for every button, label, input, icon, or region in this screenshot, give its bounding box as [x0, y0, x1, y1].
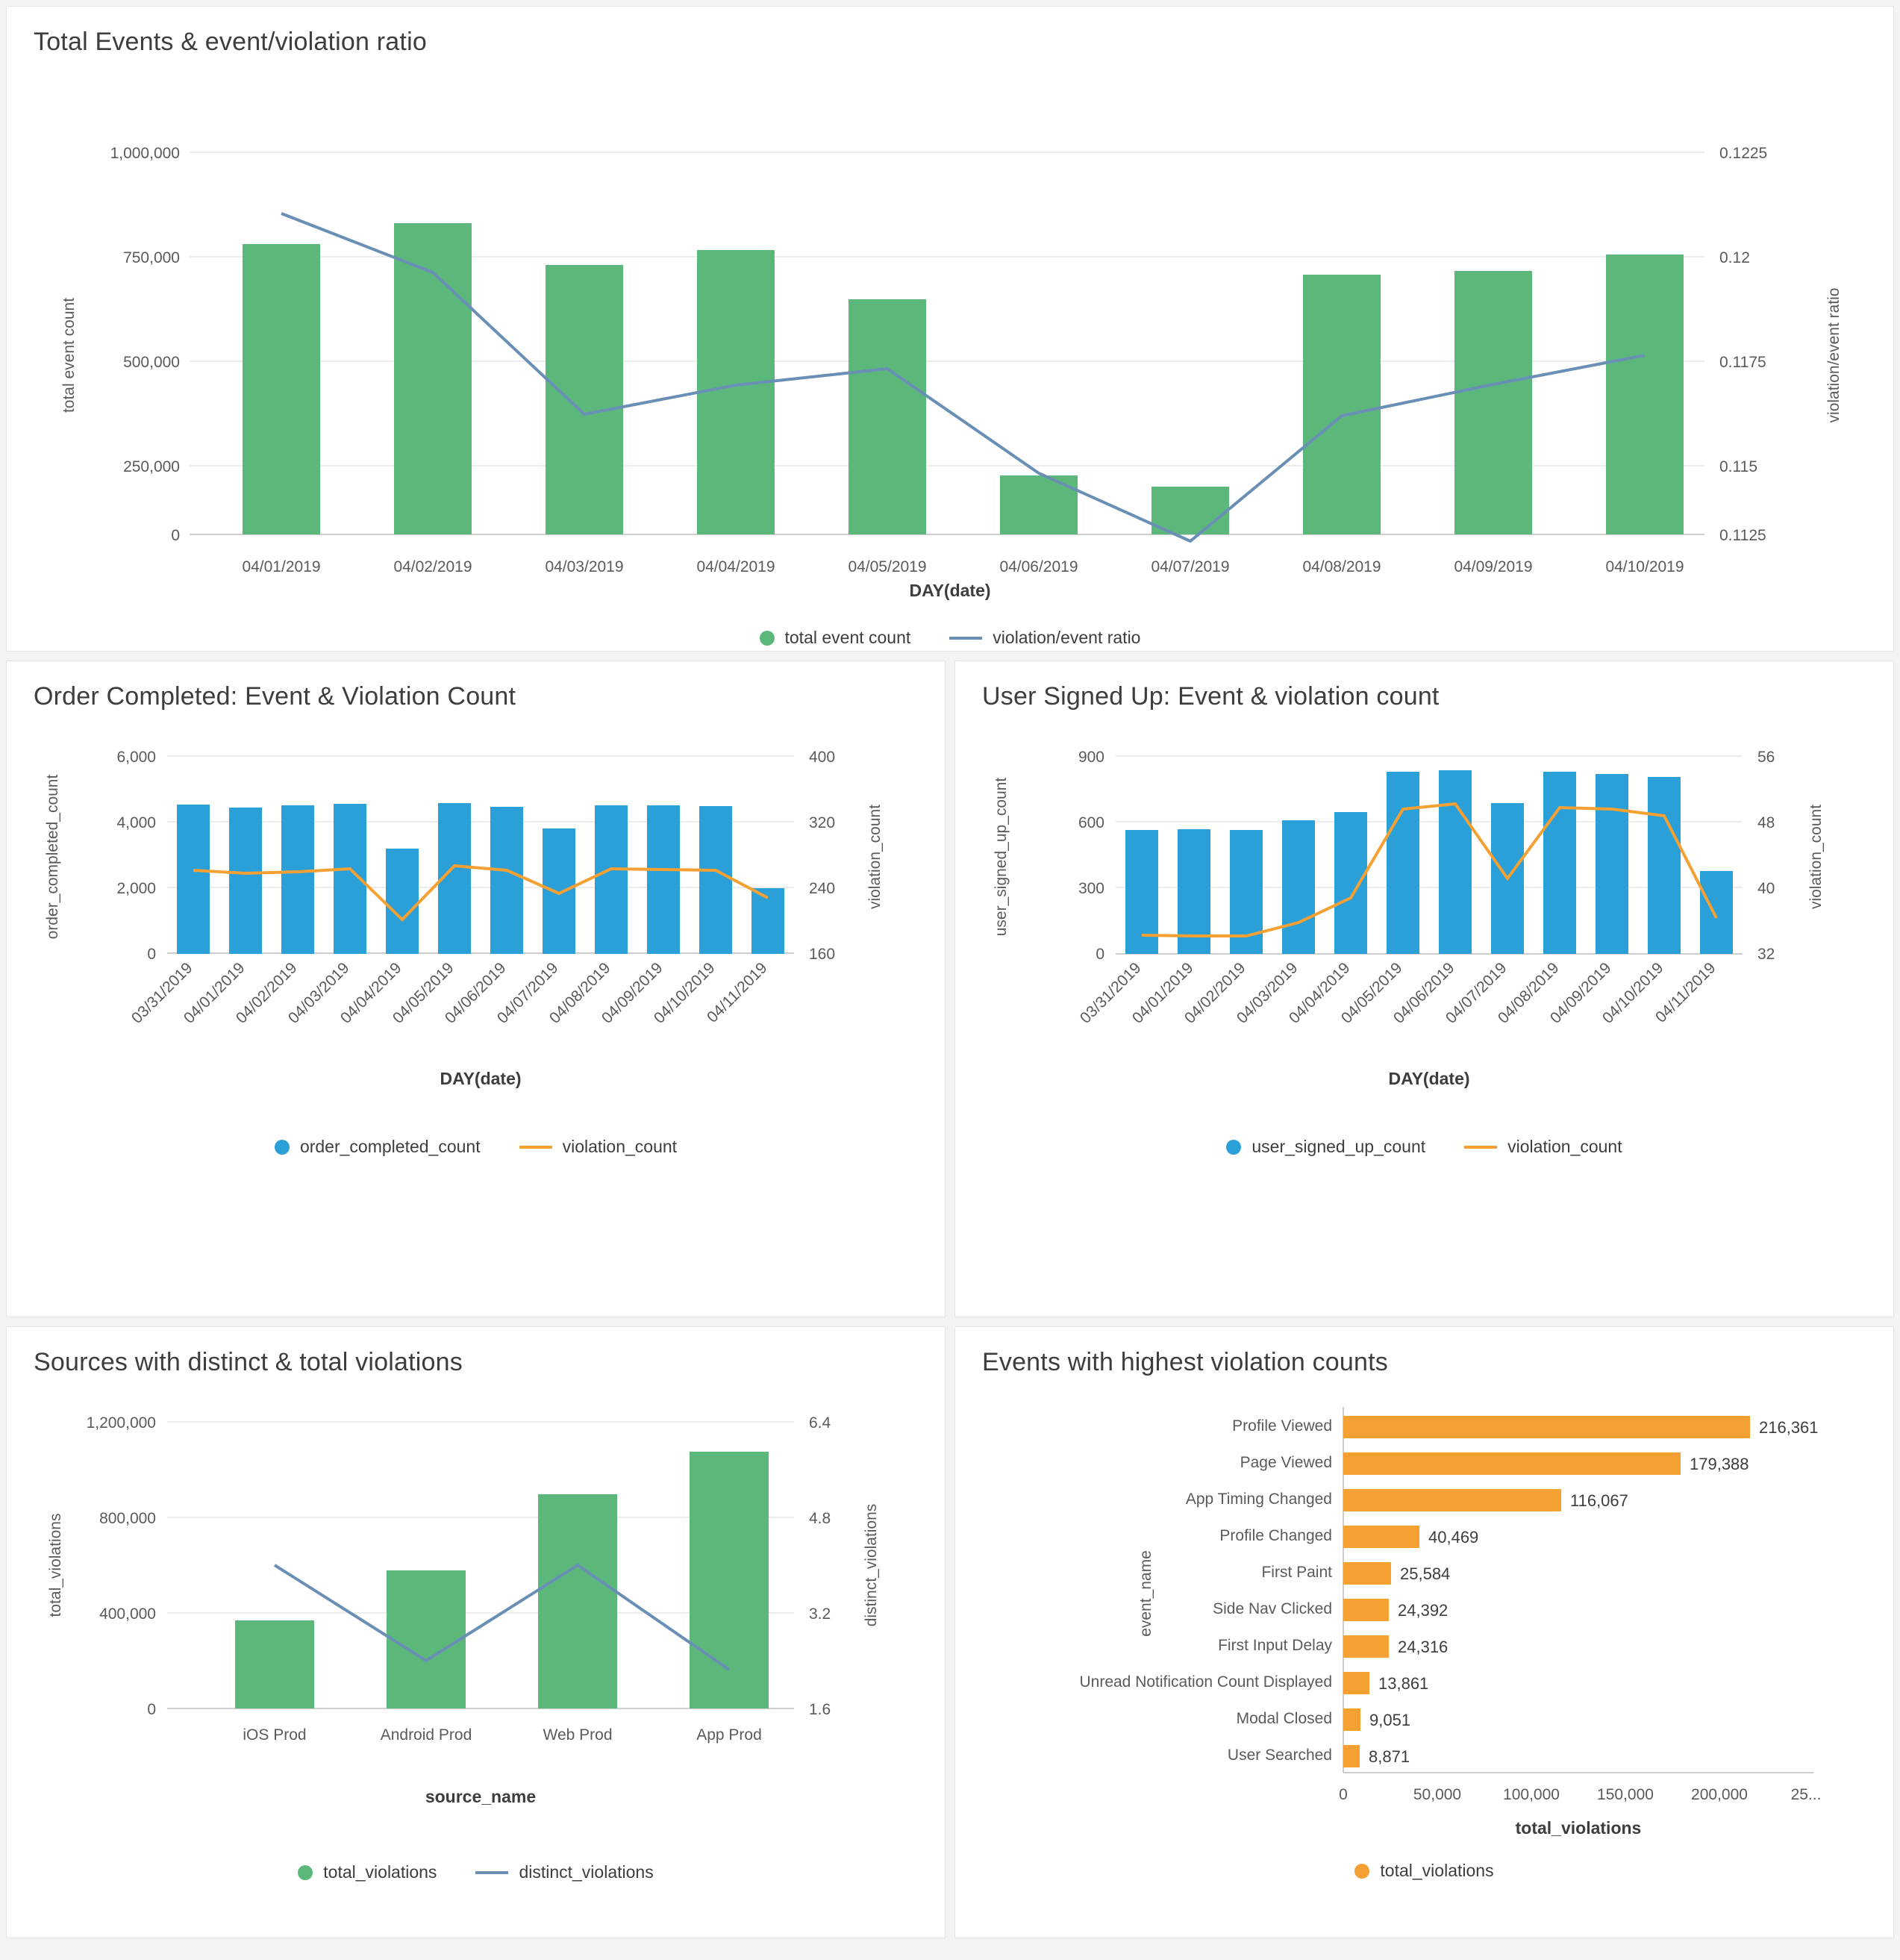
panel-user-signed-up — [954, 661, 1894, 1317]
legend-dot-icon — [760, 631, 775, 646]
x-tick: 200,000 — [1691, 1786, 1748, 1803]
row-middle — [6, 661, 1894, 1317]
panel-title-user-signed-up: User Signed Up: Event & violation count — [982, 682, 1440, 711]
x-axis-title: DAY(date) — [1388, 1069, 1470, 1088]
bar-series-order-completed — [177, 803, 784, 954]
x-tick: App Prod — [696, 1726, 762, 1744]
y-tick: 1,000,000 — [110, 145, 180, 162]
x-tick: 04/04/2019 — [696, 558, 775, 575]
legend-label: violation_count — [1507, 1137, 1622, 1156]
y-tick: First Input Delay — [1218, 1637, 1332, 1654]
y2-tick: 240 — [809, 880, 836, 897]
bar-value-label: 24,392 — [1398, 1601, 1449, 1620]
x-tick: iOS Prod — [243, 1726, 307, 1744]
chart-highest-violations — [955, 1377, 1893, 1881]
y2-tick: 6.4 — [809, 1414, 831, 1432]
y-axis-title: total_violations — [47, 1513, 64, 1617]
x-tick: 04/07/2019 — [1151, 558, 1230, 575]
y-tick: 1,200,000 — [86, 1414, 156, 1432]
y-tick: Modal Closed — [1236, 1710, 1332, 1727]
y2-tick: 320 — [809, 814, 836, 831]
y2-tick: 0.12 — [1719, 249, 1750, 266]
y-tick: Profile Viewed — [1232, 1417, 1332, 1435]
y2-axis-title: violation_count — [1807, 804, 1825, 910]
chart-user-signed-up — [955, 711, 1893, 1157]
x-tick: 04/01/2019 — [242, 558, 321, 575]
x-tick: 03/31/2019 — [128, 959, 196, 1027]
legend-item-total-event-count[interactable] — [760, 628, 911, 648]
bar-value-label: 216,361 — [1759, 1418, 1819, 1437]
y-tick: User Searched — [1227, 1747, 1332, 1764]
x-axis-title: source_name — [425, 1787, 537, 1806]
y-tick: 600 — [1078, 814, 1104, 831]
bar-value-label: 25,584 — [1400, 1564, 1451, 1583]
line-series-violation-ratio — [281, 213, 1645, 541]
x-tick: Android Prod — [380, 1726, 472, 1744]
x-tick: 04/02/2019 — [232, 959, 301, 1027]
x-tick: 04/05/2019 — [1337, 959, 1406, 1027]
y-tick: 750,000 — [123, 249, 180, 266]
y-tick: 800,000 — [99, 1510, 156, 1527]
panel-title-sources: Sources with distinct & total violations — [34, 1348, 463, 1376]
x-tick: 04/03/2019 — [284, 959, 353, 1027]
legend-line-icon — [1464, 1146, 1497, 1149]
legend-dot-icon — [1226, 1140, 1241, 1155]
y-tick: 900 — [1078, 749, 1104, 766]
legend-item-user-signed-up-count[interactable] — [1226, 1137, 1425, 1157]
legend-label: total_violations — [1380, 1861, 1494, 1880]
x-tick: 04/08/2019 — [1494, 959, 1563, 1027]
x-tick: 04/02/2019 — [393, 558, 472, 575]
legend-label: user_signed_up_count — [1251, 1137, 1426, 1156]
chart-order-completed — [7, 711, 945, 1157]
bar-value-label: 24,316 — [1398, 1638, 1449, 1656]
x-tick: 04/06/2019 — [441, 959, 510, 1027]
x-tick: 04/09/2019 — [598, 959, 666, 1027]
y-tick: 0 — [147, 946, 156, 963]
legend-item-order-completed-count[interactable] — [275, 1137, 481, 1157]
y2-tick: 4.8 — [809, 1510, 831, 1527]
y-tick: Side Nav Clicked — [1213, 1600, 1332, 1617]
y-axis-title: user_signed_up_count — [993, 777, 1010, 937]
legend-label: violation/event ratio — [993, 628, 1141, 647]
legend-line-icon — [475, 1871, 508, 1874]
legend-label: total event count — [784, 628, 911, 647]
x-tick: 04/06/2019 — [999, 558, 1078, 575]
y-tick: 2,000 — [116, 880, 156, 897]
bar-value-label: 179,388 — [1690, 1455, 1749, 1473]
x-tick: 04/05/2019 — [389, 959, 457, 1027]
y2-tick: 40 — [1757, 880, 1775, 897]
y2-tick: 400 — [809, 749, 836, 766]
legend-label: violation_count — [562, 1137, 678, 1156]
x-tick: 04/01/2019 — [1128, 959, 1197, 1027]
y-tick: 4,000 — [116, 814, 156, 831]
x-tick: Web Prod — [543, 1726, 613, 1744]
y2-tick: 3.2 — [809, 1605, 831, 1623]
y2-tick: 0.1125 — [1719, 527, 1766, 544]
y-tick: 0 — [147, 1701, 156, 1718]
y2-tick: 1.6 — [809, 1701, 831, 1718]
x-tick: 04/11/2019 — [704, 959, 771, 1026]
legend-dot-icon — [298, 1865, 313, 1880]
y-tick: 300 — [1078, 880, 1104, 897]
legend-item-violation-count[interactable] — [519, 1137, 677, 1157]
legend-label: order_completed_count — [299, 1137, 481, 1156]
x-tick: 04/10/2019 — [1605, 558, 1684, 575]
x-tick: 04/03/2019 — [1233, 959, 1301, 1027]
panel-sources — [6, 1326, 946, 1938]
legend-item-violation-count[interactable] — [1464, 1137, 1622, 1157]
bar-value-label: 116,067 — [1570, 1491, 1628, 1510]
legend-item-total-violations[interactable] — [298, 1862, 437, 1882]
x-tick: 04/01/2019 — [180, 959, 249, 1027]
x-tick: 04/10/2019 — [1599, 959, 1667, 1027]
x-tick: 50,000 — [1413, 1786, 1462, 1803]
panel-highest-violations — [954, 1326, 1894, 1938]
legend-label: distinct_violations — [519, 1862, 654, 1882]
bar-value-label: 8,871 — [1369, 1747, 1410, 1766]
x-tick: 04/11/2019 — [1652, 959, 1719, 1026]
y-tick: 6,000 — [116, 749, 156, 766]
x-tick: 04/05/2019 — [848, 558, 927, 575]
x-tick: 0 — [1339, 1786, 1348, 1803]
x-tick: 04/03/2019 — [545, 558, 624, 575]
y2-tick: 0.1225 — [1719, 145, 1768, 162]
x-axis-title: total_violations — [1515, 1818, 1642, 1838]
y2-tick: 0.1175 — [1719, 354, 1766, 371]
y2-tick: 56 — [1757, 749, 1775, 766]
x-tick: 04/04/2019 — [337, 959, 405, 1027]
y-tick: 0 — [1096, 946, 1104, 963]
y-tick: Unread Notification Count Displayed — [1079, 1673, 1332, 1691]
x-tick: 25... — [1790, 1786, 1822, 1803]
x-tick: 03/31/2019 — [1076, 959, 1145, 1027]
chart-total-events — [7, 57, 1893, 648]
panel-title-order-completed: Order Completed: Event & Violation Count — [34, 682, 516, 711]
line-series-violation-count-order — [193, 866, 768, 920]
panel-title-total-events: Total Events & event/violation ratio — [34, 28, 427, 56]
chart-sources — [7, 1377, 945, 1882]
panel-title-highest-violations: Events with highest violation counts — [982, 1348, 1388, 1376]
y-tick: 0 — [171, 527, 180, 544]
bar-series-total-event-count — [243, 223, 1684, 534]
legend-user-signed-up — [955, 1137, 1893, 1157]
legend-dot-icon — [1354, 1864, 1369, 1879]
y2-axis-title: violation_count — [866, 804, 884, 910]
x-tick: 04/02/2019 — [1181, 959, 1249, 1027]
y2-axis-title: violation/event ratio — [1825, 287, 1843, 423]
legend-line-icon — [519, 1146, 552, 1149]
legend-item-total-violations[interactable] — [1354, 1861, 1493, 1881]
legend-sources — [7, 1862, 945, 1882]
bar-series-user-signed-up — [1125, 770, 1733, 954]
y-tick: First Paint — [1261, 1564, 1332, 1581]
bar-value-label: 40,469 — [1428, 1528, 1479, 1547]
x-tick: 04/09/2019 — [1546, 959, 1615, 1027]
y-tick: App Timing Changed — [1185, 1491, 1332, 1508]
y-tick: Profile Changed — [1219, 1527, 1332, 1544]
y2-tick: 32 — [1757, 946, 1775, 963]
legend-label: total_violations — [323, 1862, 437, 1882]
bar-series-total-violations — [235, 1452, 769, 1708]
y2-axis-title: distinct_violations — [863, 1503, 880, 1627]
legend-line-icon — [949, 637, 982, 640]
x-tick: 04/08/2019 — [1302, 558, 1381, 575]
x-tick: 04/06/2019 — [1390, 959, 1458, 1027]
bar-value-label: 13,861 — [1378, 1674, 1429, 1693]
row-bottom — [6, 1326, 1894, 1938]
x-tick: 150,000 — [1597, 1786, 1654, 1803]
x-tick: 04/07/2019 — [1442, 959, 1510, 1027]
x-tick: 04/04/2019 — [1285, 959, 1354, 1027]
y-tick: 400,000 — [99, 1605, 156, 1623]
x-axis-title-total-events: DAY(date) — [909, 581, 991, 600]
legend-dot-icon — [275, 1140, 290, 1155]
legend-order-completed — [7, 1137, 945, 1157]
y2-tick: 0.115 — [1719, 458, 1757, 475]
legend-item-distinct-violations[interactable] — [475, 1862, 653, 1882]
x-axis-title: DAY(date) — [440, 1069, 522, 1088]
x-tick: 04/09/2019 — [1454, 558, 1533, 575]
x-tick: 04/10/2019 — [650, 959, 719, 1027]
y-tick: 250,000 — [123, 458, 180, 475]
y-tick: 500,000 — [123, 354, 180, 371]
panel-total-events — [6, 6, 1894, 652]
legend-item-violation-ratio[interactable] — [949, 628, 1140, 648]
panel-order-completed — [6, 661, 946, 1317]
y-axis-title: total event count — [60, 297, 78, 413]
legend-highest-violations — [955, 1861, 1893, 1881]
y-tick: Page Viewed — [1240, 1454, 1332, 1471]
x-tick: 100,000 — [1503, 1786, 1560, 1803]
y-axis-title: order_completed_count — [44, 774, 61, 940]
x-tick: 04/08/2019 — [546, 959, 614, 1027]
legend-total-events — [7, 628, 1893, 648]
y2-tick: 160 — [809, 946, 836, 963]
line-series-distinct-violations — [275, 1565, 729, 1670]
y2-tick: 48 — [1757, 814, 1775, 831]
y-axis-title: event_name — [1137, 1550, 1154, 1637]
bar-value-label: 9,051 — [1369, 1711, 1411, 1729]
x-tick: 04/07/2019 — [493, 959, 562, 1027]
line-series-violation-count-signup — [1142, 804, 1716, 936]
